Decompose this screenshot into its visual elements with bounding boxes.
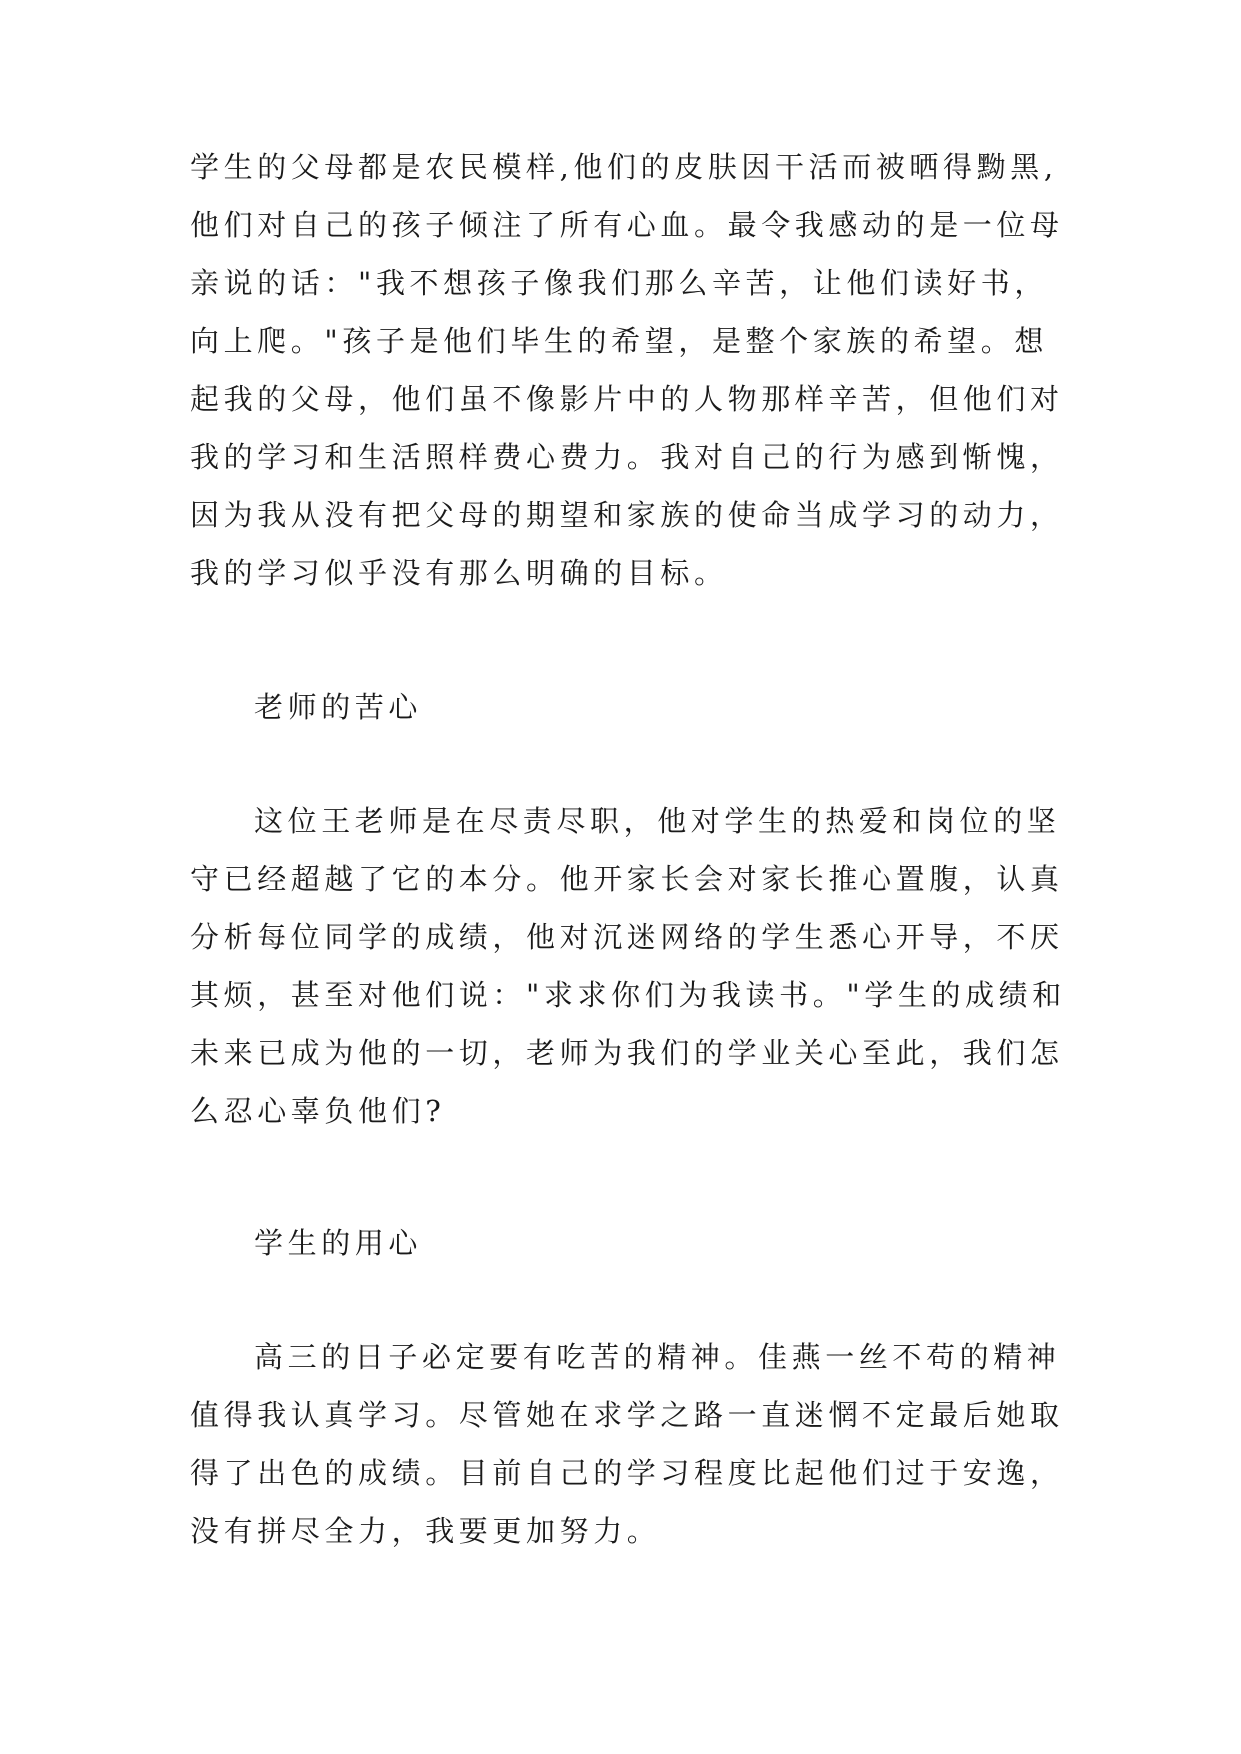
paragraph-parents: [190, 138, 1070, 602]
section-heading-teacher: 老师的苦心: [254, 690, 423, 724]
paragraph-line: 亲说的话："我不想孩子像我们那么辛苦，让他们读好书，: [190, 266, 1048, 300]
paragraph-student: [190, 1328, 1070, 1560]
paragraph-line: 这位王老师是在尽责尽职，他对学生的热爱和岗位的坚: [254, 804, 1061, 838]
paragraph-line: 学生的父母都是农民模样,他们的皮肤因干活而被晒得黝黑,: [190, 150, 1058, 184]
paragraph-line: 起我的父母，他们虽不像影片中的人物那样辛苦，但他们对: [190, 382, 1064, 416]
paragraph-line: 得了出色的成绩。目前自己的学习程度比起他们过于安逸，: [190, 1456, 1064, 1490]
paragraph-line: 么忍心辜负他们?: [190, 1094, 446, 1128]
paragraph-line: 没有拼尽全力，我要更加努力。: [190, 1514, 661, 1548]
paragraph-line: 其烦，甚至对他们说："求求你们为我读书。"学生的成绩和: [190, 978, 1066, 1012]
paragraph-line: 我的学习似乎没有那么明确的目标。: [190, 556, 728, 590]
paragraph-line: 我的学习和生活照样费心费力。我对自己的行为感到惭愧，: [190, 440, 1064, 474]
paragraph-line: 值得我认真学习。尽管她在求学之路一直迷惘不定最后她取: [190, 1398, 1064, 1432]
paragraph-line: 高三的日子必定要有吃苦的精神。佳燕一丝不苟的精神: [254, 1340, 1061, 1374]
paragraph-line: 守已经超越了它的本分。他开家长会对家长推心置腹，认真: [190, 862, 1064, 896]
paragraph-line: 因为我从没有把父母的期望和家族的使命当成学习的动力，: [190, 498, 1064, 532]
paragraph-line: 他们对自己的孩子倾注了所有心血。最令我感动的是一位母: [190, 208, 1064, 242]
section-heading-student: 学生的用心: [254, 1226, 423, 1260]
paragraph-line: 未来已成为他的一切，老师为我们的学业关心至此，我们怎: [190, 1036, 1064, 1070]
paragraph-teacher: [190, 792, 1070, 1140]
paragraph-line: 向上爬。"孩子是他们毕生的希望，是整个家族的希望。想: [190, 324, 1048, 358]
paragraph-line: 分析每位同学的成绩，他对沉迷网络的学生悉心开导，不厌: [190, 920, 1064, 954]
